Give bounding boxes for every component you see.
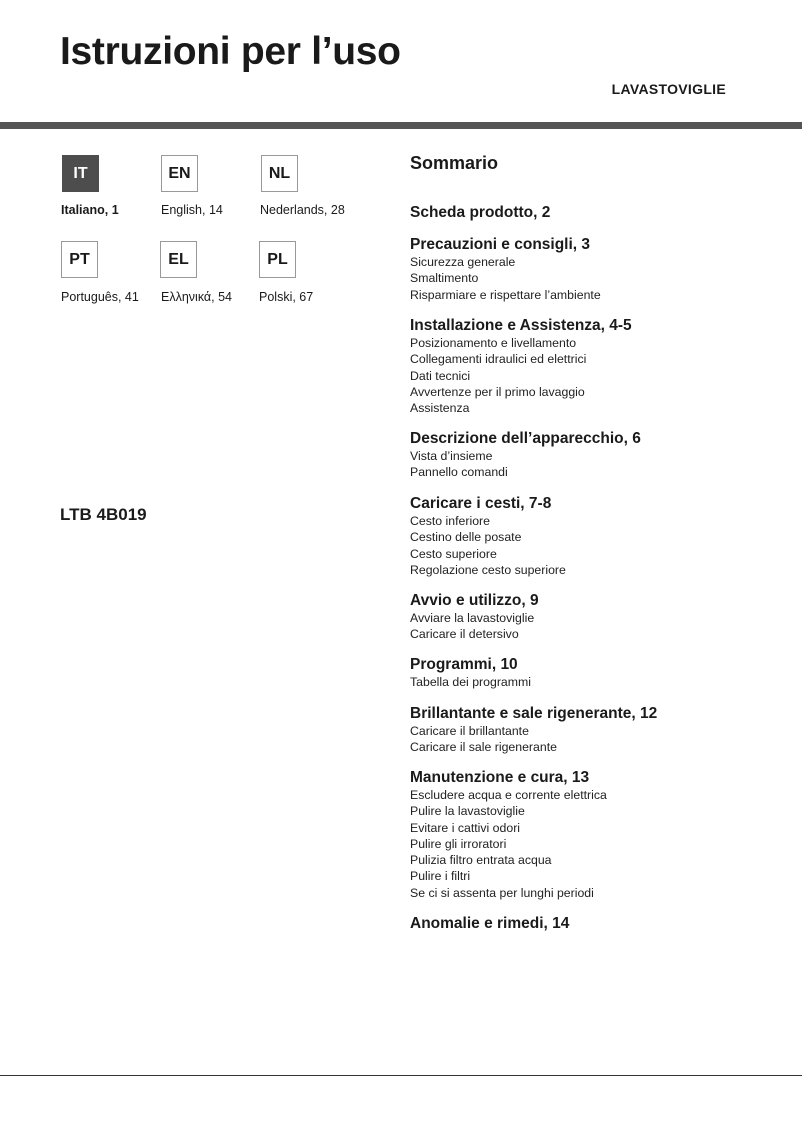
header-divider: [0, 122, 802, 129]
toc-section: [410, 656, 531, 690]
toc-section: [410, 236, 601, 303]
toc-section: [410, 430, 641, 481]
language-label-en[interactable]: English, 14: [161, 203, 223, 217]
toc-item[interactable]: Collegamenti idraulici ed elettrici: [410, 352, 587, 367]
toc-heading[interactable]: Avvio e utilizzo, 9: [410, 592, 539, 609]
language-label-pl[interactable]: Polski, 67: [259, 290, 314, 304]
toc-section: [410, 204, 550, 222]
toc-item[interactable]: Escludere acqua e corrente elettrica: [410, 788, 607, 802]
toc-section: [410, 705, 657, 756]
toc-heading[interactable]: Scheda prodotto, 2: [410, 204, 551, 221]
language-button-pl[interactable]: PL: [259, 241, 296, 278]
toc-item[interactable]: Regolazione cesto superiore: [410, 562, 566, 577]
toc-item[interactable]: Cesto superiore: [410, 546, 497, 561]
toc-heading[interactable]: Manutenzione e cura, 13: [410, 769, 590, 786]
footer-divider: [0, 1075, 802, 1076]
toc-item[interactable]: Cesto inferiore: [410, 514, 490, 528]
toc-item[interactable]: Sicurezza generale: [410, 255, 516, 269]
toc-item[interactable]: Pulizia filtro entrata acqua: [410, 853, 552, 868]
language-label-it[interactable]: Italiano, 1: [61, 203, 119, 217]
language-label-el[interactable]: Ελληνικά, 54: [161, 290, 232, 304]
toc-heading[interactable]: Descrizione dell’apparecchio, 6: [410, 430, 641, 447]
page-title: Istruzioni per l’uso: [60, 30, 401, 73]
toc-item[interactable]: Avviare la lavastoviglie: [410, 611, 535, 625]
language-button-nl[interactable]: NL: [261, 155, 298, 192]
toc-item[interactable]: Risparmiare e rispettare l’ambiente: [410, 287, 601, 302]
language-label-pt[interactable]: Português, 41: [61, 290, 139, 304]
language-button-it[interactable]: IT: [62, 155, 99, 192]
product-type: LAVASTOVIGLIE: [611, 81, 726, 97]
toc-item[interactable]: Caricare il detersivo: [410, 627, 519, 642]
language-label-nl[interactable]: Nederlands, 28: [260, 203, 345, 217]
toc-item[interactable]: Pulire la lavastoviglie: [410, 804, 525, 819]
toc-heading[interactable]: Programmi, 10: [410, 656, 518, 673]
language-button-el[interactable]: EL: [160, 241, 197, 278]
toc-item[interactable]: Caricare il sale rigenerante: [410, 740, 557, 755]
toc-heading[interactable]: Installazione e Assistenza, 4-5: [410, 317, 632, 334]
language-button-pt[interactable]: PT: [61, 241, 98, 278]
toc-item[interactable]: Avvertenze per il primo lavaggio: [410, 384, 585, 399]
toc-title: Sommario: [410, 153, 499, 173]
toc-item[interactable]: Evitare i cattivi odori: [410, 820, 521, 835]
toc-item[interactable]: Posizionamento e livellamento: [410, 336, 577, 350]
toc-item[interactable]: Caricare il brillantante: [410, 724, 529, 738]
toc-item[interactable]: Pannello comandi: [410, 465, 508, 480]
toc-section: [410, 915, 569, 933]
model-number: LTB 4B019: [60, 505, 147, 524]
toc-item[interactable]: Dati tecnici: [410, 368, 471, 383]
toc-item[interactable]: Pulire i filtri: [410, 869, 471, 884]
toc-item[interactable]: Tabella dei programmi: [410, 675, 531, 689]
toc-section: [410, 592, 539, 643]
toc-section: [410, 495, 566, 578]
toc-section: [410, 769, 607, 901]
toc-item[interactable]: Pulire gli irroratori: [410, 836, 507, 851]
toc-item[interactable]: Assistenza: [410, 401, 470, 416]
toc-item[interactable]: Cestino delle posate: [410, 530, 522, 545]
toc-item[interactable]: Se ci si assenta per lunghi periodi: [410, 885, 594, 900]
toc-item[interactable]: Smaltimento: [410, 271, 479, 286]
toc-heading[interactable]: Caricare i cesti, 7-8: [410, 495, 552, 512]
language-button-en[interactable]: EN: [161, 155, 198, 192]
toc-section: [410, 317, 632, 416]
toc-heading[interactable]: Anomalie e rimedi, 14: [410, 915, 570, 932]
toc-item[interactable]: Vista d’insieme: [410, 449, 493, 463]
toc-heading[interactable]: Brillantante e sale rigenerante, 12: [410, 705, 658, 722]
toc-heading[interactable]: Precauzioni e consigli, 3: [410, 236, 591, 253]
